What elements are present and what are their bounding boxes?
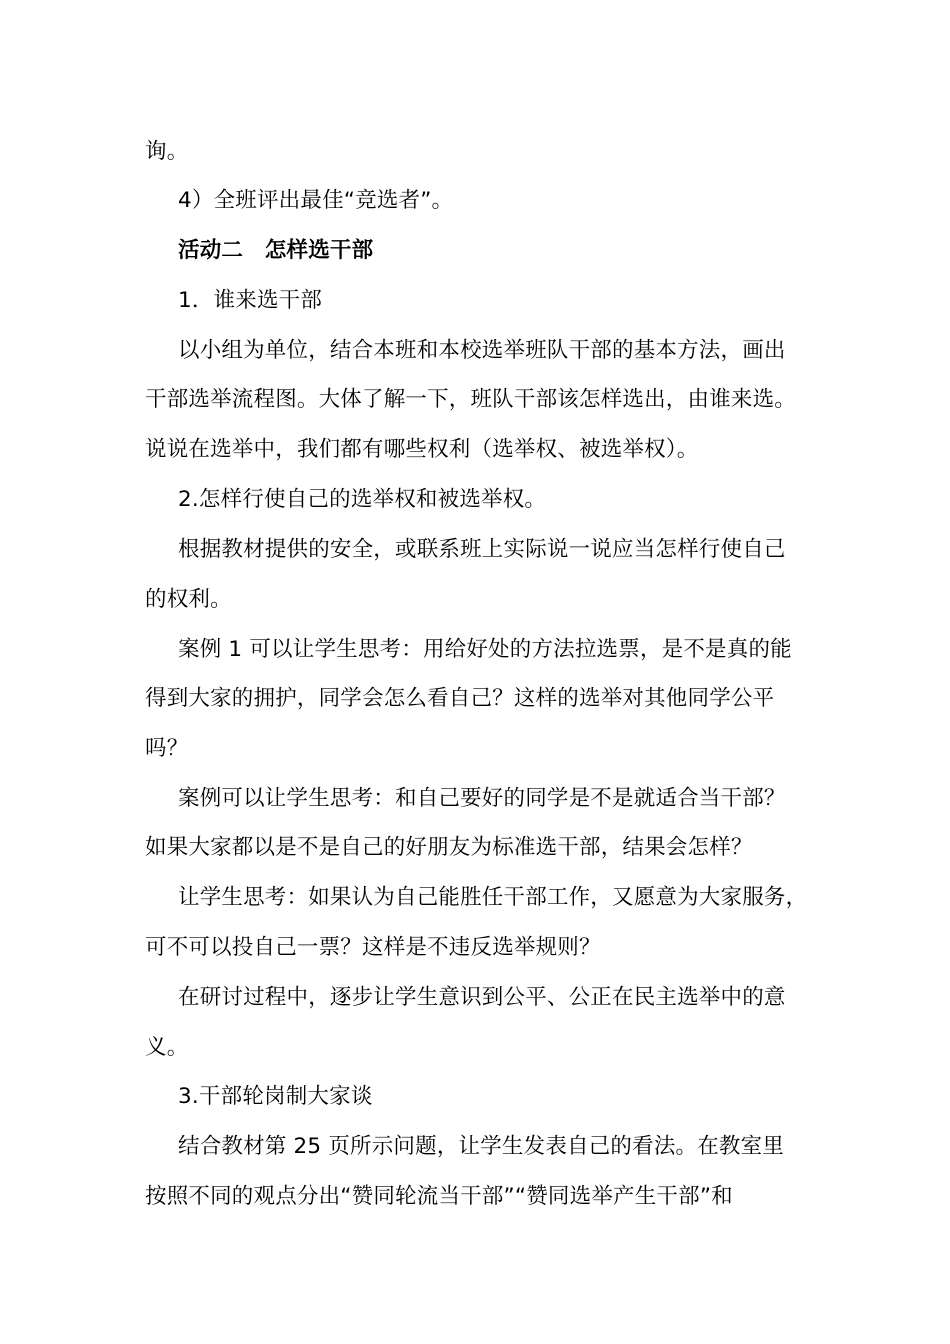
paragraph-line: 以小组为单位，结合本班和本校选举班队干部的基本方法，画出 xyxy=(178,338,786,363)
paragraph-line: 得到大家的拥护，同学会怎么看自己？这样的选举对其他同学公平 xyxy=(145,686,775,711)
paragraph-line: 吗？ xyxy=(145,736,189,761)
paragraph-line: 义。 xyxy=(145,1035,189,1060)
subsection-heading: 2.怎样行使自己的选举权和被选举权。 xyxy=(178,487,547,512)
paragraph-line: 干部选举流程图。大体了解一下，班队干部该怎样选出，由谁来选。 xyxy=(145,387,797,412)
paragraph-line: 说说在选举中，我们都有哪些权利（选举权、被选举权）。 xyxy=(145,437,699,462)
paragraph-line: 按照不同的观点分出“赞同轮流当干部”“赞同选举产生干部”和 xyxy=(145,1184,733,1209)
paragraph-line: 让学生思考：如果认为自己能胜任干部工作，又愿意为大家服务， xyxy=(178,885,808,910)
paragraph-line: 案例可以让学生思考：和自己要好的同学是不是就适合当干部？ xyxy=(178,786,786,811)
section-heading: 活动二 怎样选干部 xyxy=(178,238,374,263)
paragraph-line: 如果大家都以是不是自己的好朋友为标准选干部，结果会怎样？ xyxy=(145,835,753,860)
paragraph-line: 的权利。 xyxy=(145,587,232,612)
paragraph-line: 根据教材提供的安全，或联系班上实际说一说应当怎样行使自己 xyxy=(178,537,786,562)
text-line: 询。 xyxy=(145,139,189,164)
paragraph-line: 可不可以投自己一票？这样是不违反选举规则？ xyxy=(145,935,601,960)
paragraph-line: 在研讨过程中，逐步让学生意识到公平、公正在民主选举中的意 xyxy=(178,985,786,1010)
paragraph-line: 案例 1 可以让学生思考：用给好处的方法拉选票，是不是真的能 xyxy=(178,637,792,662)
paragraph-line: 结合教材第 25 页所示问题，让学生发表自己的看法。在教室里 xyxy=(178,1134,785,1159)
text-line: 4）全班评出最佳“竞选者”。 xyxy=(178,188,454,213)
subsection-heading: 3.干部轮岗制大家谈 xyxy=(178,1084,373,1109)
subsection-heading: 1．谁来选干部 xyxy=(178,288,323,313)
